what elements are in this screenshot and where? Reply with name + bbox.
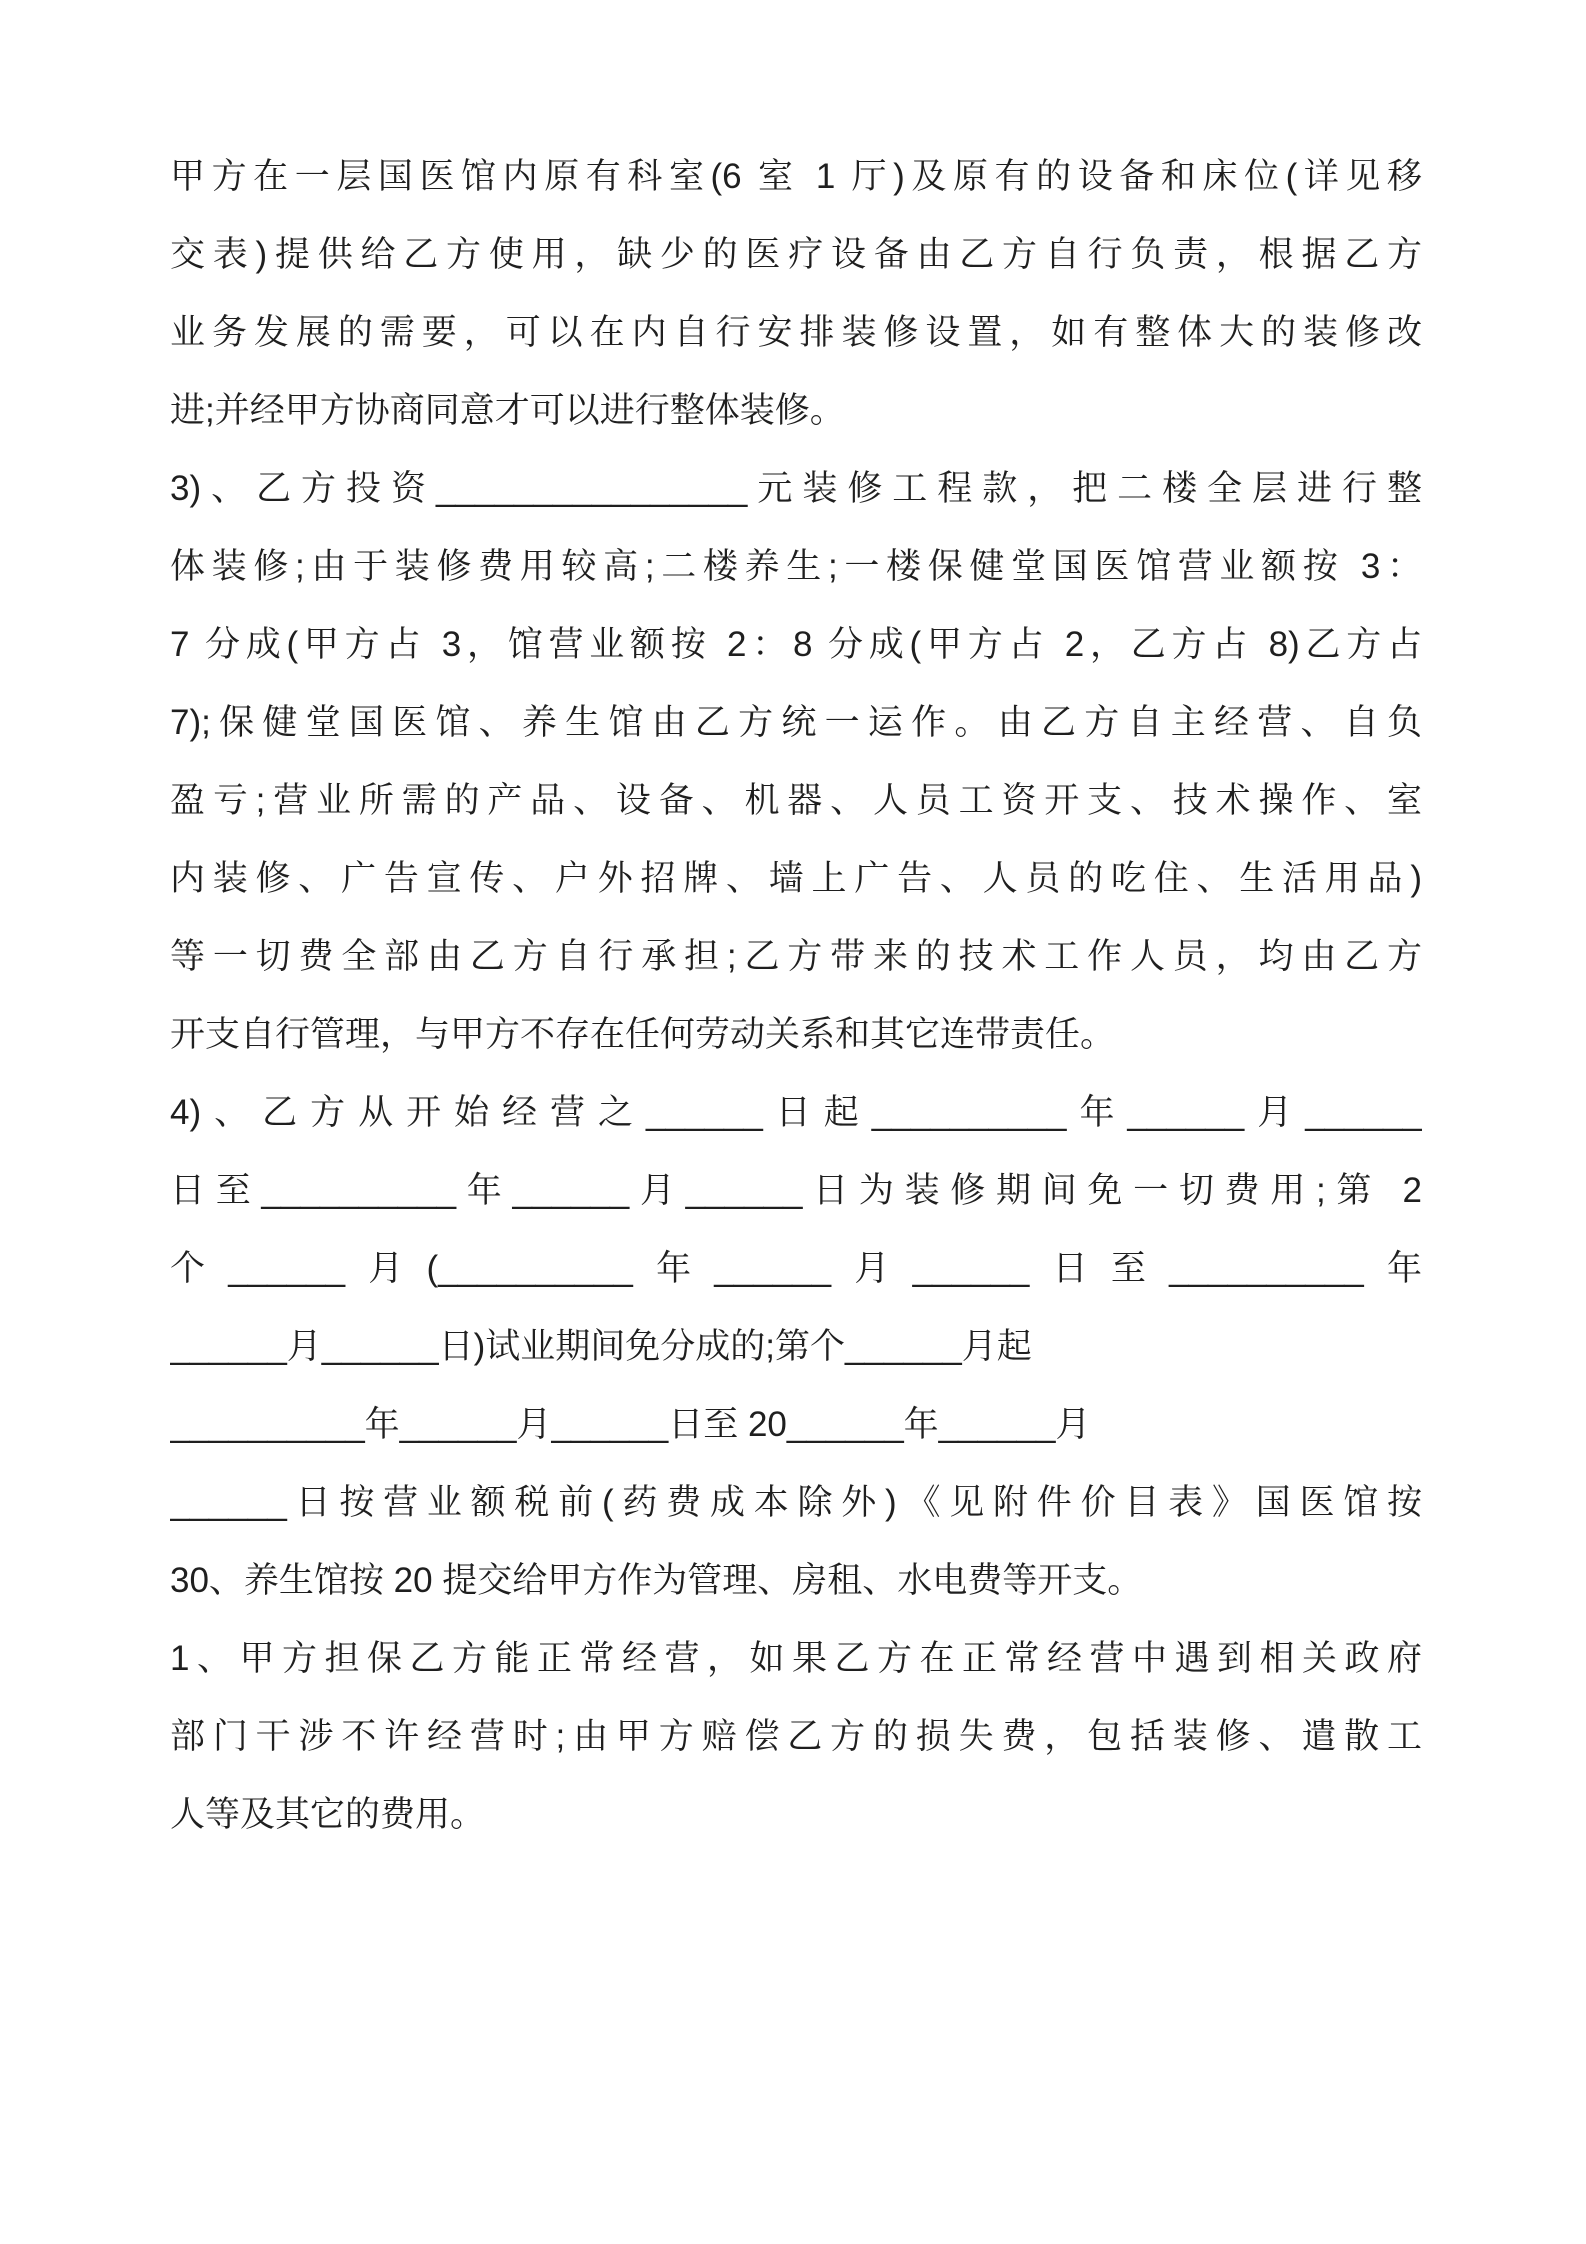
doc-line: 4)、乙方从开始经营之______日起__________年______月______ — [170, 1093, 1422, 1132]
doc-line: 业务发展的需要，可以在内自行安排装修设置，如有整体大的装修改 — [170, 313, 1422, 352]
doc-line: 部门干涉不许经营时;由甲方赔偿乙方的损失费，包括装修、遣散工 — [170, 1717, 1422, 1756]
doc-line: 日至__________年______月______日为装修期间免一切费用;第 2 — [170, 1171, 1422, 1210]
doc-line: 人等及其它的费用。 — [170, 1795, 486, 1834]
doc-line: 内装修、广告宣传、户外招牌、墙上广告、人员的吃住、生活用品) — [170, 859, 1422, 898]
doc-line: 盈亏;营业所需的产品、设备、机器、人员工资开支、技术操作、室 — [170, 781, 1422, 820]
doc-line: ______月______日)试业期间免分成的;第个______月起 — [170, 1327, 1032, 1366]
doc-line: 1、甲方担保乙方能正常经营，如果乙方在正常经营中遇到相关政府 — [170, 1639, 1422, 1678]
doc-line: 体装修;由于装修费用较高;二楼养生;一楼保健堂国医馆营业额按 3： — [170, 547, 1422, 586]
doc-line: 甲方在一层国医馆内原有科室(6 室 1 厅)及原有的设备和床位(详见移 — [170, 157, 1422, 196]
doc-line: 进;并经甲方协商同意才可以进行整体装修。 — [170, 391, 845, 430]
doc-line: 个______月(__________年______月______日至__________年 — [170, 1249, 1422, 1288]
doc-line: __________年______月______日至 20______年______月 — [170, 1405, 1091, 1444]
document-body — [170, 138, 1422, 1854]
doc-line: ______日按营业额税前(药费成本除外)《见附件价目表》国医馆按 — [170, 1483, 1422, 1522]
doc-line: 7 分成(甲方占 3，馆营业额按 2：8 分成(甲方占 2，乙方占 8)乙方占 — [170, 625, 1422, 664]
doc-line: 3)、乙方投资________________元装修工程款，把二楼全层进行整 — [170, 469, 1422, 508]
doc-line: 7);保健堂国医馆、养生馆由乙方统一运作。由乙方自主经营、自负 — [170, 703, 1422, 742]
doc-line: 开支自行管理，与甲方不存在任何劳动关系和其它连带责任。 — [170, 1015, 1116, 1054]
doc-line: 等一切费全部由乙方自行承担;乙方带来的技术工作人员，均由乙方 — [170, 937, 1422, 976]
doc-line: 30、养生馆按 20 提交给甲方作为管理、房租、水电费等开支。 — [170, 1561, 1143, 1600]
doc-line: 交表)提供给乙方使用，缺少的医疗设备由乙方自行负责，根据乙方 — [170, 235, 1422, 274]
